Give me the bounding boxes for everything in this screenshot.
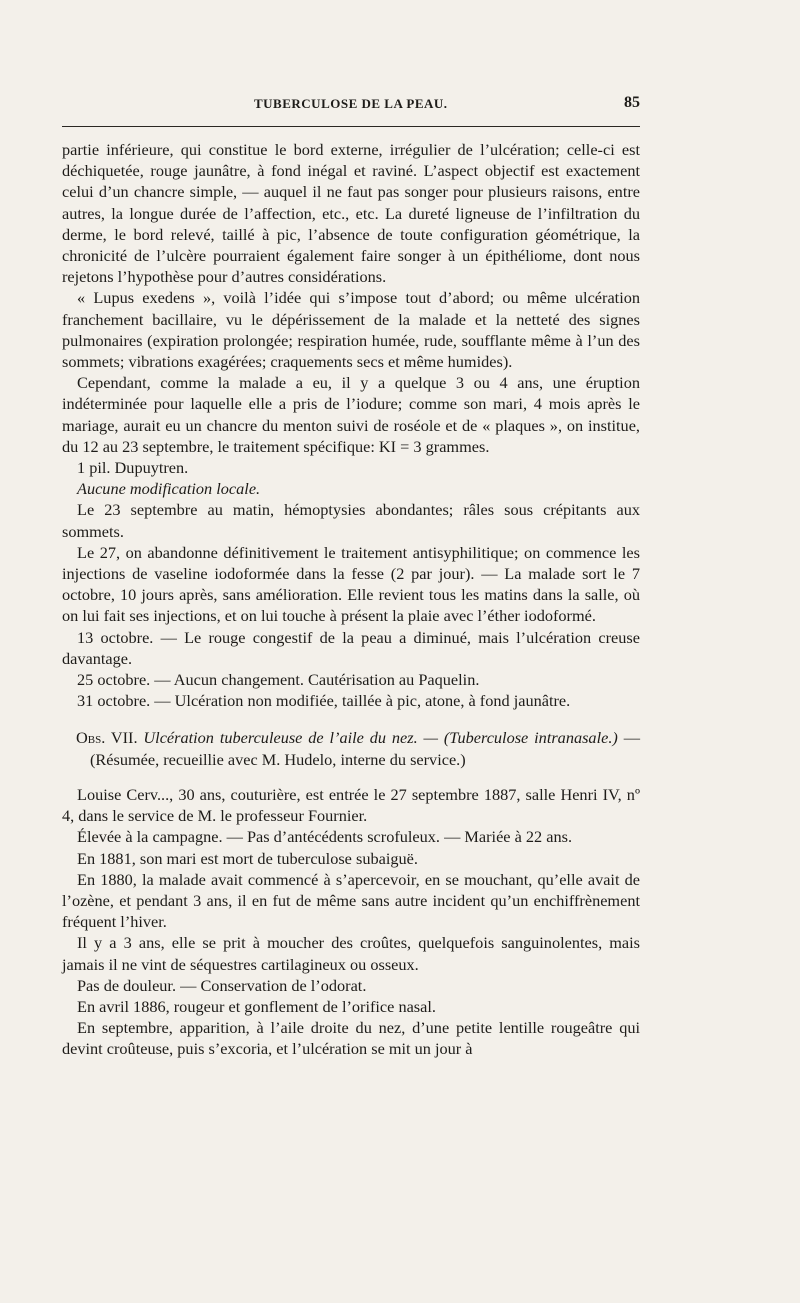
paragraph: Élevée à la campagne. — Pas d’antécédents scrofuleux. — Mariée à 22 ans. xyxy=(77,827,573,847)
paragraph: « Lupus exedens », voilà l’idée qui s’impose tout d’abord; ou même ulcération franchement bacillaire, vu le dépérissement de la malade et la netteté des signes pulmonaires (expiration prolongée; respiration humée, rude, soufflante même à l’un des sommets; vibrations exagérées; craquements secs et même humides). xyxy=(62,288,640,372)
paragraph: Cependant, comme la malade a eu, il y a quelque 3 ou 4 ans, une éruption indéterminée pour laquelle elle a pris de l’iodure; comme son mari, 4 mois après le mariage, aurait eu un chancre du menton suivi de roséole et de « plaques », on institue, du 12 au 23 septembre, le traitement spécifique: KI = 3 grammes. xyxy=(62,373,640,456)
page-number: 85 xyxy=(624,94,640,111)
observation-label: Obs. VII. xyxy=(76,728,138,748)
paragraph: Pas de douleur. — Conservation de l’odorat. xyxy=(77,975,367,995)
running-head xyxy=(62,96,640,120)
running-title: TUBERCULOSE DE LA PEAU. xyxy=(254,96,448,111)
paragraph: En 1880, la malade avait commencé à s’apercevoir, en se mouchant, qu’elle avait de l’ozène, et pendant 3 ans, il en fut de même sans autre incident qu’un enchiffrènement fréquent l’hiver. xyxy=(62,869,640,932)
paragraph: En septembre, apparition, à l’aile droite du nez, d’une petite lentille rougeâtre qui devint croûteuse, puis s’excoria, et l’ulcération se mit un jour à xyxy=(62,1018,640,1059)
paragraph: Aucune modification locale. xyxy=(77,479,261,499)
paragraph: En 1881, son mari est mort de tuberculose subaiguë. xyxy=(77,848,418,868)
paragraph: En avril 1886, rougeur et gonflement de l’orifice nasal. xyxy=(77,996,436,1016)
body-text xyxy=(62,139,640,1060)
paragraph: Il y a 3 ans, elle se prit à moucher des croûtes, quelquefois sanguinolentes, mais jamais il ne vint de séquestres cartilagineux ou osseux. xyxy=(62,933,640,974)
observation-heading xyxy=(76,727,640,769)
paragraph: Le 23 septembre au matin, hémoptysies abondantes; râles sous crépitants aux sommets. xyxy=(62,500,640,541)
section-gap xyxy=(62,770,640,784)
observation-title: Ulcération tuberculeuse de l’aile du nez. — (Tuberculose intranasale.) xyxy=(143,728,618,748)
paragraph: 31 octobre. — Ulcération non modifiée, taillée à pic, atone, à fond jaunâtre. xyxy=(77,691,571,711)
paragraph: Louise Cerv..., 30 ans, couturière, est entrée le 27 septembre 1887, salle Henri IV, nº 4, dans le service de M. le professeur Fournier. xyxy=(62,784,640,826)
paragraph: 1 pil. Dupuytren. xyxy=(77,458,189,478)
paragraph: 25 octobre. — Aucun changement. Cautérisation au Paquelin. xyxy=(77,670,480,690)
header-rule xyxy=(62,126,640,127)
paragraph: partie inférieure, qui constitue le bord externe, irrégulier de l’ulcération; celle-ci est déchiquetée, rouge jaunâtre, à fond inégal et raviné. L’aspect objectif est exactement celui d’un chancre simple, — auquel il ne faut pas songer pour plusieurs raisons, entre autres, la longue durée de l’affection, etc., etc. La dureté ligneuse de l’infiltration du derme, le bord relevé, taillé à pic, l’absence de toute configuration géométrique, la chronicité de l’ulcère pourraient également faire songer à un épithéliome, dont nous rejetons l’hypothèse pour d’autres considérations. xyxy=(62,140,640,287)
paragraph: Le 27, on abandonne définitivement le traitement antisyphilitique; on commence les injections de vaseline iodoformée dans la fesse (2 par jour). — La malade sort le 7 octobre, 10 jours après, sans amélioration. Elle revient tous les matins dans la salle, où on lui fait ses injections, et on lui touche à présent la plaie avec l’éther iodoformé. xyxy=(62,542,640,626)
observation-note: — (Résumée, recueillie avec M. Hudelo, interne du service.) xyxy=(90,728,640,769)
paragraph: 13 octobre. — Le rouge congestif de la peau a diminué, mais l’ulcération creuse davantage. xyxy=(62,627,640,668)
section-gap xyxy=(62,711,640,727)
